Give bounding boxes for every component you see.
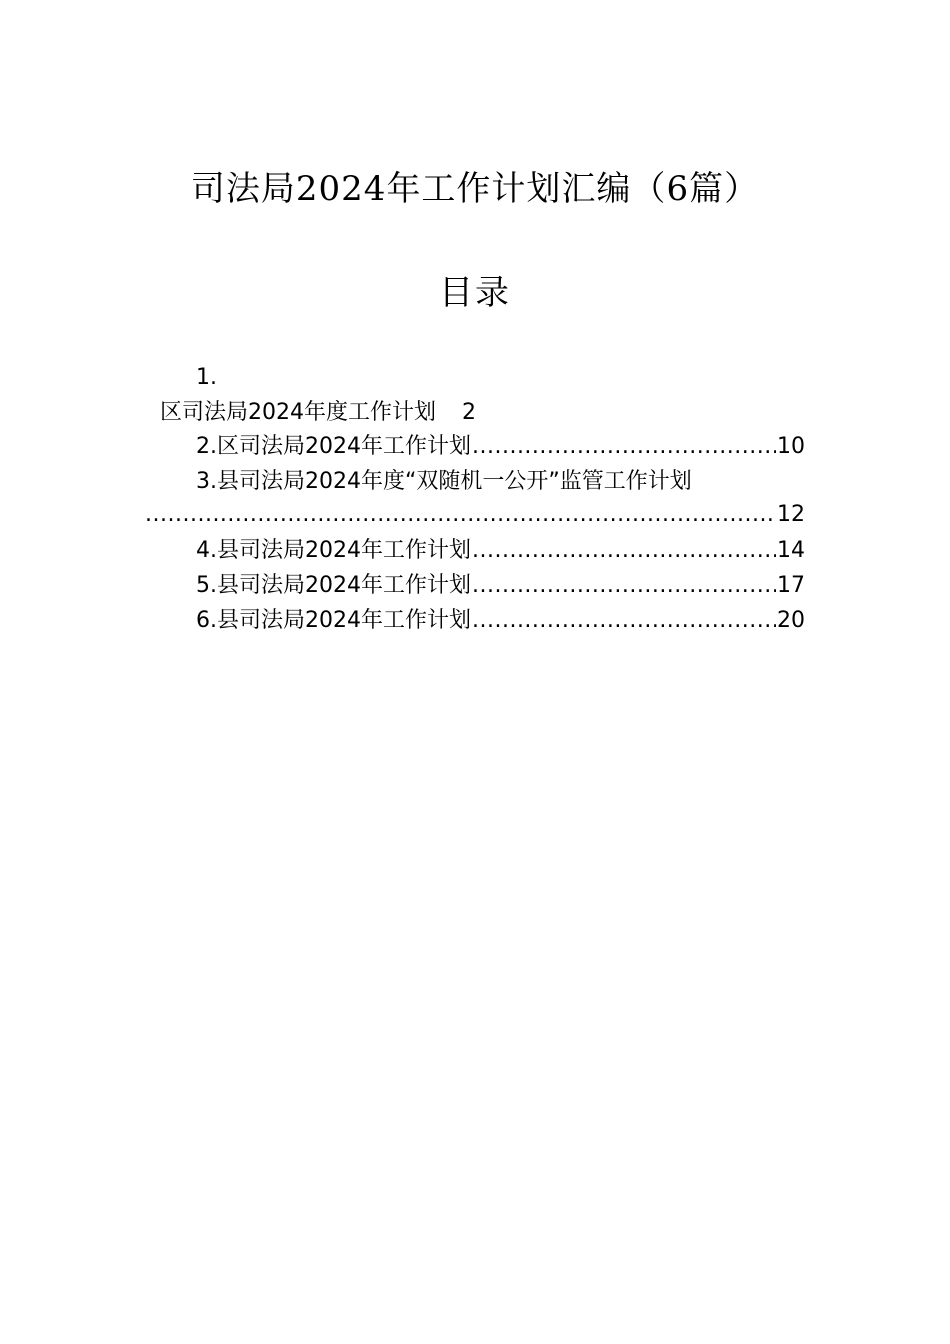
- toc-entry-4-leader: [472, 534, 776, 568]
- toc-entry-1-text[interactable]: 区司法局2024年度工作计划: [160, 400, 436, 425]
- toc-entry-2-page[interactable]: 10: [777, 434, 805, 459]
- toc-entry-6-leader: [472, 604, 776, 638]
- toc-entry-1-number[interactable]: 1.: [196, 365, 217, 390]
- toc-entry-4[interactable]: [196, 534, 805, 568]
- toc-entry-4-page[interactable]: 14: [777, 538, 805, 563]
- toc-heading: 目录: [439, 273, 511, 313]
- toc-entry-1-page[interactable]: 2: [462, 400, 476, 425]
- title-middle: 年工作计划汇编（: [386, 169, 667, 209]
- toc-entry-1[interactable]: [160, 396, 476, 430]
- title-prefix: 司法局: [190, 169, 296, 209]
- title-year: 2024: [295, 169, 387, 209]
- toc-entry-5[interactable]: [196, 569, 805, 603]
- toc-entry-3-continuation[interactable]: [145, 498, 805, 532]
- document-title: [0, 166, 950, 212]
- title-suffix: 篇）: [689, 169, 760, 209]
- toc-entry-2-text[interactable]: 2.区司法局2024年工作计划: [196, 434, 471, 459]
- toc-entry-2-leader: [472, 430, 776, 464]
- toc-entry-1-number-line: [196, 361, 217, 395]
- toc-entry-6-text[interactable]: 6.县司法局2024年工作计划: [196, 608, 471, 633]
- toc-entry-3-text[interactable]: 3.县司法局2024年度“双随机一公开”监管工作计划: [196, 469, 692, 494]
- toc-entry-3-page[interactable]: 12: [777, 502, 805, 527]
- toc-entry-5-leader: [472, 569, 776, 603]
- toc-entry-6[interactable]: [196, 604, 805, 638]
- toc-entry-2[interactable]: [196, 430, 805, 464]
- toc-entry-3-leader: [145, 498, 776, 532]
- toc-entry-5-text[interactable]: 5.县司法局2024年工作计划: [196, 573, 471, 598]
- toc-entry-3[interactable]: [196, 465, 805, 499]
- toc-entry-4-text[interactable]: 4.县司法局2024年工作计划: [196, 538, 471, 563]
- title-count: 6: [666, 169, 690, 209]
- toc-entry-6-page[interactable]: 20: [777, 608, 805, 633]
- toc-entry-5-page[interactable]: 17: [777, 573, 805, 598]
